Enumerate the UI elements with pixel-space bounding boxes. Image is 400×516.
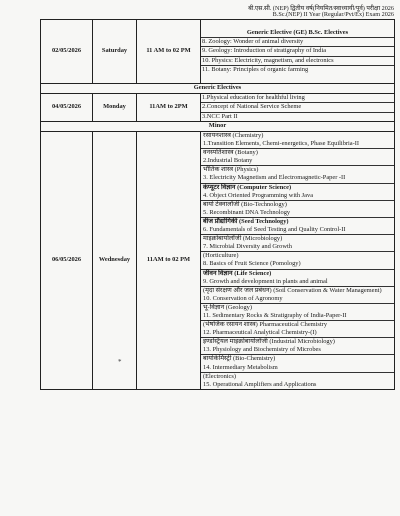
subject-group (201, 132, 394, 149)
subject-paper: 6. Fundamentals of Seed Testing and Quality Control-II (203, 226, 346, 234)
subject-head: कंप्यूटर विज्ञान (Computer Science) (203, 183, 292, 191)
margin-asterisk-mark: * (118, 358, 122, 366)
table-row (41, 94, 395, 122)
timetable (40, 19, 395, 390)
subject-group (201, 235, 394, 252)
subject-group (201, 338, 394, 355)
list-item: 9. Geology: Introduction of stratigraphy of India (201, 47, 394, 56)
subject-group (201, 355, 394, 372)
subject-paper: 9. Growth and development in plants and animal (203, 277, 328, 285)
header-english: B.Sc.(NEP) II Year (Regular/Pvt/Ex) Exam 2026 (272, 11, 394, 18)
subject-head: (भेषजिक रसायन शास्त्र) Pharmaceutical Chemistry (203, 321, 328, 329)
subject-group (201, 218, 394, 235)
subject-group (201, 304, 394, 321)
list-item: 11. Botany: Principles of organic farming (202, 65, 309, 73)
exam-date: 06/05/2026 (41, 132, 93, 390)
subject-group (201, 373, 394, 389)
subject-head: जीवन विज्ञान (Life Science) (203, 269, 272, 277)
exam-date: 04/05/2026 (41, 94, 93, 122)
subject-head: (Horticulture) (203, 252, 239, 260)
table-row (41, 20, 395, 84)
exam-time: 11AM to 02 PM (137, 132, 201, 390)
subject-paper: 2.Industrial Botany (203, 157, 253, 165)
subject-head: भू-विज्ञान (Geology) (203, 303, 252, 311)
subject-group (201, 149, 394, 166)
subject-paper: 11. Sedimentary Rocks & Stratigraphy of India-Paper-II (203, 311, 347, 319)
subject-paper: 1.Transition Elements, Chemi-energetics, Phase Equilibria-II (203, 140, 360, 148)
exam-day: Wednesday (93, 132, 137, 390)
list-item: 1.Physical education for healthful living (201, 94, 394, 103)
exam-time: 11AM to 2PM (137, 94, 201, 122)
subject-head: रसायनशास्त्र (Chemistry) (203, 132, 264, 139)
table-row (41, 84, 395, 94)
subject-paper: 15. Operational Amplifiers and Applications (203, 380, 317, 388)
subject-head: बायोकेमिस्ट्री (Bio-Chemistry) (203, 355, 276, 363)
subject-head: इण्डस्ट्रियल माइक्रोबायोलॉजी (Industrial Microbiology) (203, 338, 335, 346)
subject-paper: 8. Basics of Fruit Science (Pomology) (203, 260, 301, 268)
subject-paper: 12. Pharmaceutical Analytical Chemistry-(I) (203, 329, 317, 337)
subject-head: वनस्पतिशास्त्र (Botany) (203, 149, 258, 157)
list-item: 3.NCC Part II (202, 112, 238, 120)
subject-group (201, 184, 394, 201)
exam-day: Saturday (93, 20, 137, 84)
subject-paper: 3. Electricity Magnetism and Electromagnetic-Paper -II (203, 174, 346, 182)
exam-date: 02/05/2026 (41, 20, 93, 84)
list-item: 2.Concept of National Service Scheme (201, 103, 394, 112)
subject-head: भौतिक शास्त्र (Physics) (203, 166, 259, 174)
subject-group (201, 287, 394, 304)
subject-group (201, 321, 394, 338)
subject-head: बायो टेक्नालॉजी (Bio-Technology) (203, 200, 287, 208)
subject-head: बीज प्रौद्योगिकी (Seed Technology) (203, 217, 289, 225)
section-heading-generic-electives: Generic Electives (41, 84, 395, 94)
subject-group (201, 166, 394, 183)
section-heading: Generic Elective (GE) B.Sc. Electives (201, 29, 394, 38)
subject-paper: 10. Conservation of Agronomy (203, 294, 283, 302)
subject-paper: 4. Object Oriented Programming with Java (203, 191, 314, 199)
subject-group (201, 270, 394, 287)
subject-list (201, 94, 395, 122)
table-row (41, 122, 395, 132)
subject-paper: 13. Physiology and Biochemistry of Microbes (203, 346, 321, 354)
subject-head: (मृदा संरक्षण और जल प्रबंधन) (Soil Conservation & Water Management) (203, 286, 382, 294)
subject-paper: 7. Microbial Diversity and Growth (203, 243, 292, 251)
subject-group (201, 201, 394, 218)
subject-paper: 5. Recombinant DNA Technology (203, 208, 291, 216)
exam-day: Monday (93, 94, 137, 122)
subject-list (201, 20, 395, 84)
exam-time: 11 AM to 02 PM (137, 20, 201, 84)
header-hindi: बी.एस.सी. (NEP) द्वितीय वर्ष(नियमित/स्वाध्यायी/पूर्व) परीक्षा 2026 (248, 5, 394, 12)
subject-paper: 14. Intermediary Metabolism (203, 363, 278, 371)
section-heading-minor: Minor (41, 122, 395, 132)
list-item: 8. Zoology: Wonder of animal diversity (201, 38, 394, 47)
subject-head: माइक्रोबायोलॉजी (Microbiology) (203, 235, 283, 243)
subject-group (201, 252, 394, 269)
table-row (41, 132, 395, 390)
subject-list (201, 132, 395, 390)
subject-head: (Electronics) (203, 372, 237, 380)
list-item: 10. Physics: Electricity, magnetism, and electronics (201, 57, 394, 66)
